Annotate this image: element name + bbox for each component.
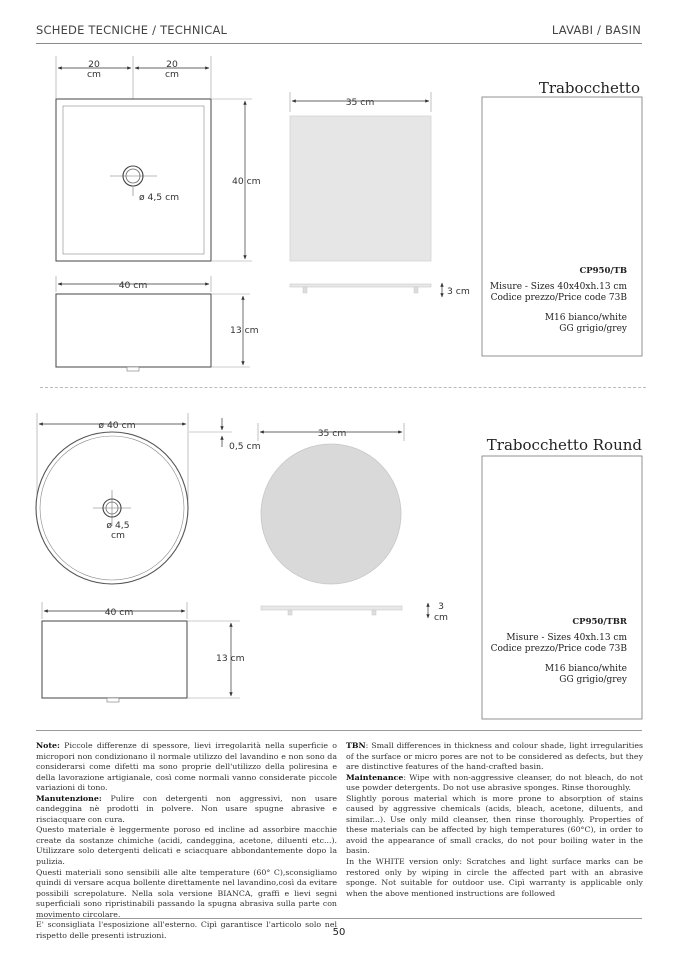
notes-top-rule	[36, 730, 642, 731]
note-p4-en: In the WHITE version only: Scratches and light surface marks can be restored only by wiping in circle the affected part with an abrasive sponge. Not suitable for outdoor use. Cipì warranty is applicable only when the above mentioned instructions are followed	[346, 857, 643, 898]
notes-italian	[36, 741, 337, 941]
product-finish-2a: M16 bianco/white	[544, 664, 627, 674]
product-code-1: CP950/TB	[579, 266, 627, 276]
square-overflow-plate	[290, 92, 442, 297]
dim-round-side-height: 13 cm	[216, 653, 245, 664]
dim-round-side-width: 40 cm	[104, 607, 134, 618]
dim-side-height: 13 cm	[230, 325, 259, 336]
note-text-it: Piccole differenze di spessore, lievi irregolarità nella superficie o micropori non condizionano il normale utilizzo del lavandino e non sono da considerarsi come difetti ma sono proprie dell'utilizzo della poliresina e della lavorazione artigianale, così come normali vanno considerate piccole variazioni di tono.	[36, 741, 337, 793]
note-label-it: Note:	[36, 741, 60, 750]
dim-depth: 40 cm	[232, 176, 261, 187]
product-sizes-2: Misure - Sizes 40xh.13 cm	[506, 633, 627, 643]
note-label-en: TBN	[346, 741, 366, 750]
dim-unit-left: cm	[86, 69, 102, 80]
maint-text-en: : Wipe with non-aggressive cleanser, do not bleach, do not use powder detergents. Do not use abrasive sponges. Rinse thoroughly.	[346, 772, 643, 793]
footer-rule	[36, 918, 642, 919]
notes-english	[346, 741, 643, 899]
dim-half-left: 20	[88, 59, 100, 70]
spec-block-2	[491, 617, 627, 686]
product-finish-1b: GG grigio/grey	[559, 324, 627, 334]
note-p3-it: Questo materiale è leggermente poroso ed incline ad assorbire macchie create da sostanze chimiche (acidi, candeggina, acetone, diluenti etc...). Utilizzare solo detergenti delicati e sciacquare abbondantemente dopo la pulizia.	[36, 825, 337, 867]
dim-side-width: 40 cm	[118, 280, 148, 291]
note-p4-it: Questi materiali sono sensibili alle alte temperature (60° C),sconsigliamo quindi di versare acqua bollente direttamente nel lavandino,così da evitare possibili screpolature. Nella sola versione BIANCA, graffi e lievi segni superficiali sono ripristinabili passando la spugna abrasiva sulla parte con movimento circolare.	[36, 867, 337, 919]
dim-round-drain-b: cm	[110, 530, 126, 541]
dim-unit-right: cm	[164, 69, 180, 80]
round-basin-top-view	[36, 413, 232, 584]
product-finish-1a: M16 bianco/white	[544, 313, 627, 323]
square-basin-top-view	[56, 56, 252, 261]
dim-round-plate-width: 35 cm	[317, 428, 347, 439]
dim-round-diameter: ø 40 cm	[98, 420, 136, 431]
maint-label-it: Manutenzione:	[36, 793, 102, 803]
square-basin-side-view	[56, 276, 250, 371]
dim-round-plate-height-a: 3	[438, 601, 444, 612]
note-text-en: : Small differences in thickness and colour shade, light irregularities of the surface or micro pores are not to be considered as defects, but they are distinctive features of the hand-crafted basin.	[346, 741, 643, 772]
product-price-code-2: Codice prezzo/Price code 73B	[490, 644, 627, 654]
round-overflow-plate	[258, 423, 428, 618]
note-p5-it: E' sconsigliata l'esposizione all'esterno. Cipì garantisce l'articolo solo nel rispetto delle presenti istruzioni.	[36, 920, 337, 940]
dim-plate-width: 35 cm	[345, 97, 375, 108]
product-title-1: Trabocchetto	[538, 79, 640, 97]
section-divider	[40, 387, 646, 388]
product-title-2: Trabocchetto Round	[486, 436, 642, 454]
section-header-left: SCHEDE TECNICHE / TECHNICAL	[36, 23, 228, 37]
dim-round-plate-height-b: cm	[433, 612, 449, 623]
dim-round-drain-a: ø 4,5	[106, 520, 130, 531]
maint-text-it: Pulire con detergenti non aggressivi, non usare candeggina nè prodotti in polvere. Non usare spugne abrasive e risciacquare con cura.	[36, 793, 337, 824]
product-sizes-1: Misure - Sizes 40x40xh.13 cm	[489, 282, 627, 292]
dim-half-right: 20	[166, 59, 178, 70]
section-header-right: LAVABI / BASIN	[551, 23, 641, 37]
dim-drain: ø 4,5 cm	[139, 192, 180, 203]
note-p3-en: Slightly porous material which is more prone to absorption of stains caused by aggressive chemicals (acids, bleach, acetone, diluents, and similar...). Use only mild cleanser, then rinse thoroughly. Properties of these materials can be affected by high temperatures (60°C), in order to avoid the appearance of small cracks, do not pour boiling water in the basin.	[346, 793, 643, 856]
round-basin-side-view	[42, 602, 240, 702]
dim-plate-height: 3 cm	[447, 286, 470, 297]
dim-round-rim: 0,5 cm	[229, 441, 261, 452]
product-code-2: CP950/TBR	[572, 617, 627, 627]
product-finish-2b: GG grigio/grey	[559, 675, 627, 685]
page-number: 50	[332, 927, 346, 938]
product-price-code-1: Codice prezzo/Price code 73B	[490, 293, 627, 303]
spec-block-1	[490, 266, 627, 335]
maint-label-en: Maintenance	[346, 772, 404, 782]
